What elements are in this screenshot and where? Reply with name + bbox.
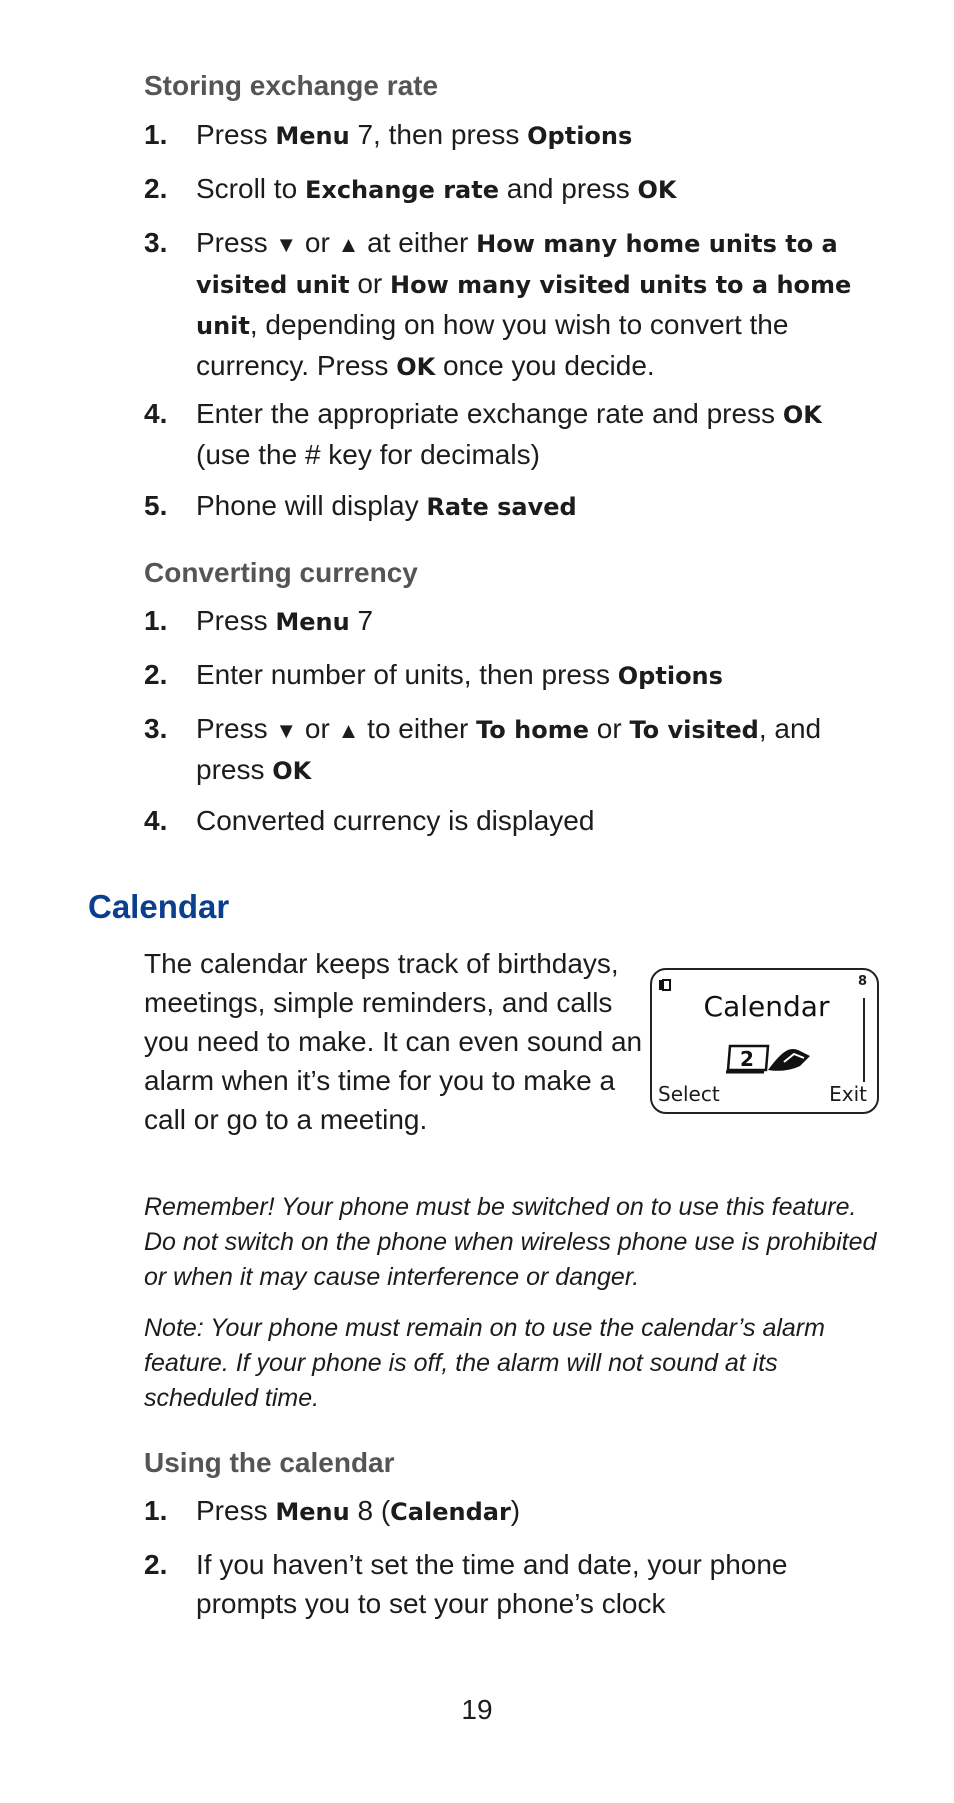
key-term: Options: [527, 122, 633, 150]
key-term: OK: [396, 353, 436, 381]
calendar-heading: Calendar: [88, 888, 230, 925]
step-number: 4.: [144, 805, 168, 836]
step-text-run: Converted currency is displayed: [196, 805, 595, 836]
key-term: OK: [637, 176, 677, 204]
converting-step: [144, 801, 884, 840]
step-text-run: Enter the appropriate exchange rate and press: [196, 398, 783, 429]
calendar-icon-day: 2: [740, 1047, 754, 1071]
key-term: How many visited units to a home unit: [196, 271, 852, 340]
storing-step: [144, 169, 884, 210]
key-term: Calendar: [390, 1498, 511, 1526]
arrow-up-icon: ▲: [337, 718, 360, 743]
converting-step: [144, 709, 884, 791]
step-text-run: to either: [359, 713, 477, 744]
step-text: [196, 486, 884, 527]
step-text: [196, 709, 884, 791]
storing-exchange-rate-heading: Storing exchange rate: [144, 70, 439, 101]
step-text-run: or: [297, 227, 338, 258]
step-number: 1.: [144, 1495, 168, 1526]
step-text-run: ): [510, 1495, 521, 1526]
calendar-icon: [722, 1040, 818, 1074]
step-text: [196, 1545, 884, 1623]
converting-currency-heading: Converting currency: [144, 557, 418, 588]
step-text-run: once you decide.: [435, 350, 655, 381]
step-number: 3.: [144, 227, 168, 258]
step-number: 4.: [144, 398, 168, 429]
key-term: OK: [782, 401, 822, 429]
step-text-run: Phone will display: [196, 490, 427, 521]
key-term: Rate saved: [426, 493, 577, 521]
step-text: [196, 223, 884, 387]
step-text-run: If you haven’t set the time and date, your phone prompts you to set your phone’s clock: [196, 1549, 788, 1619]
key-term: Options: [617, 662, 723, 690]
step-text-run: 8 (: [349, 1495, 391, 1526]
step-text-run: and press: [499, 173, 638, 204]
step-text: [196, 1491, 884, 1532]
step-number: 2.: [144, 659, 168, 690]
using-step: [144, 1491, 884, 1532]
key-term: To home: [476, 716, 590, 744]
step-text: [196, 801, 884, 840]
step-text-run: Press: [196, 713, 276, 744]
step-number: 3.: [144, 713, 168, 744]
step-text: [196, 115, 884, 156]
step-text-run: Press: [196, 605, 276, 636]
step-text: [196, 394, 884, 474]
alarm-note: Note: Your phone must remain on to use the calendar’s alarm feature. If your phone is off, the alarm will not sound at its scheduled time.: [144, 1314, 825, 1412]
remember-note: Remember! Your phone must be switched on to use this feature. Do not switch on the phone when wireless phone use is prohibited or when it may cause interference or danger.: [144, 1193, 877, 1291]
key-term: Menu: [275, 122, 350, 150]
step-text-run: Enter number of units, then press: [196, 659, 618, 690]
step-number: 5.: [144, 490, 168, 521]
phone-display: [650, 968, 879, 1114]
key-term: OK: [272, 757, 312, 785]
storing-step: [144, 486, 884, 527]
key-term: How many home units to a visited unit: [196, 230, 838, 299]
step-number: 2.: [144, 1549, 168, 1580]
step-text-run: at either: [359, 227, 477, 258]
step-text: [196, 169, 884, 210]
key-term: To visited: [629, 716, 759, 744]
step-text: [196, 655, 884, 696]
step-text-run: (use the # key for decimals): [196, 439, 540, 470]
storing-step: [144, 115, 884, 156]
storing-step: [144, 223, 884, 387]
step-text-run: Press: [196, 1495, 276, 1526]
using-step: [144, 1545, 884, 1623]
step-text-run: 7: [349, 605, 374, 636]
exit-softkey: Exit: [829, 1082, 867, 1106]
calendar-intro: The calendar keeps track of birthdays, meetings, simple reminders, and calls you need to make. It can even sound an alarm when it’s time for you to make a call or go to a meeting.: [144, 948, 643, 1135]
select-softkey: Select: [658, 1082, 720, 1106]
step-text-run: or: [297, 713, 338, 744]
storing-step: [144, 394, 884, 474]
key-term: Menu: [275, 608, 350, 636]
using-calendar-heading: Using the calendar: [144, 1447, 395, 1478]
step-text-run: or: [589, 713, 630, 744]
key-term: Menu: [275, 1498, 350, 1526]
step-text: [196, 601, 884, 642]
step-number: 2.: [144, 173, 168, 204]
step-text-run: Scroll to: [196, 173, 305, 204]
arrow-up-icon: ▲: [337, 232, 360, 257]
step-text-run: 7, then press: [349, 119, 528, 150]
battery-level: 8: [857, 974, 867, 989]
step-number: 1.: [144, 119, 168, 150]
arrow-down-icon: ▼: [275, 232, 298, 257]
converting-step: [144, 655, 884, 696]
converting-step: [144, 601, 884, 642]
page-number: 19: [461, 1694, 493, 1725]
arrow-down-icon: ▼: [275, 718, 298, 743]
step-number: 1.: [144, 605, 168, 636]
step-text-run: , depending on how you wish to convert the currency. Press: [196, 309, 789, 381]
step-text-run: , and press: [196, 713, 822, 785]
display-title: Calendar: [703, 990, 830, 1023]
step-text-run: Press: [196, 227, 276, 258]
key-term: Exchange rate: [304, 176, 499, 204]
step-text-run: or: [349, 268, 391, 299]
step-text-run: Press: [196, 119, 276, 150]
